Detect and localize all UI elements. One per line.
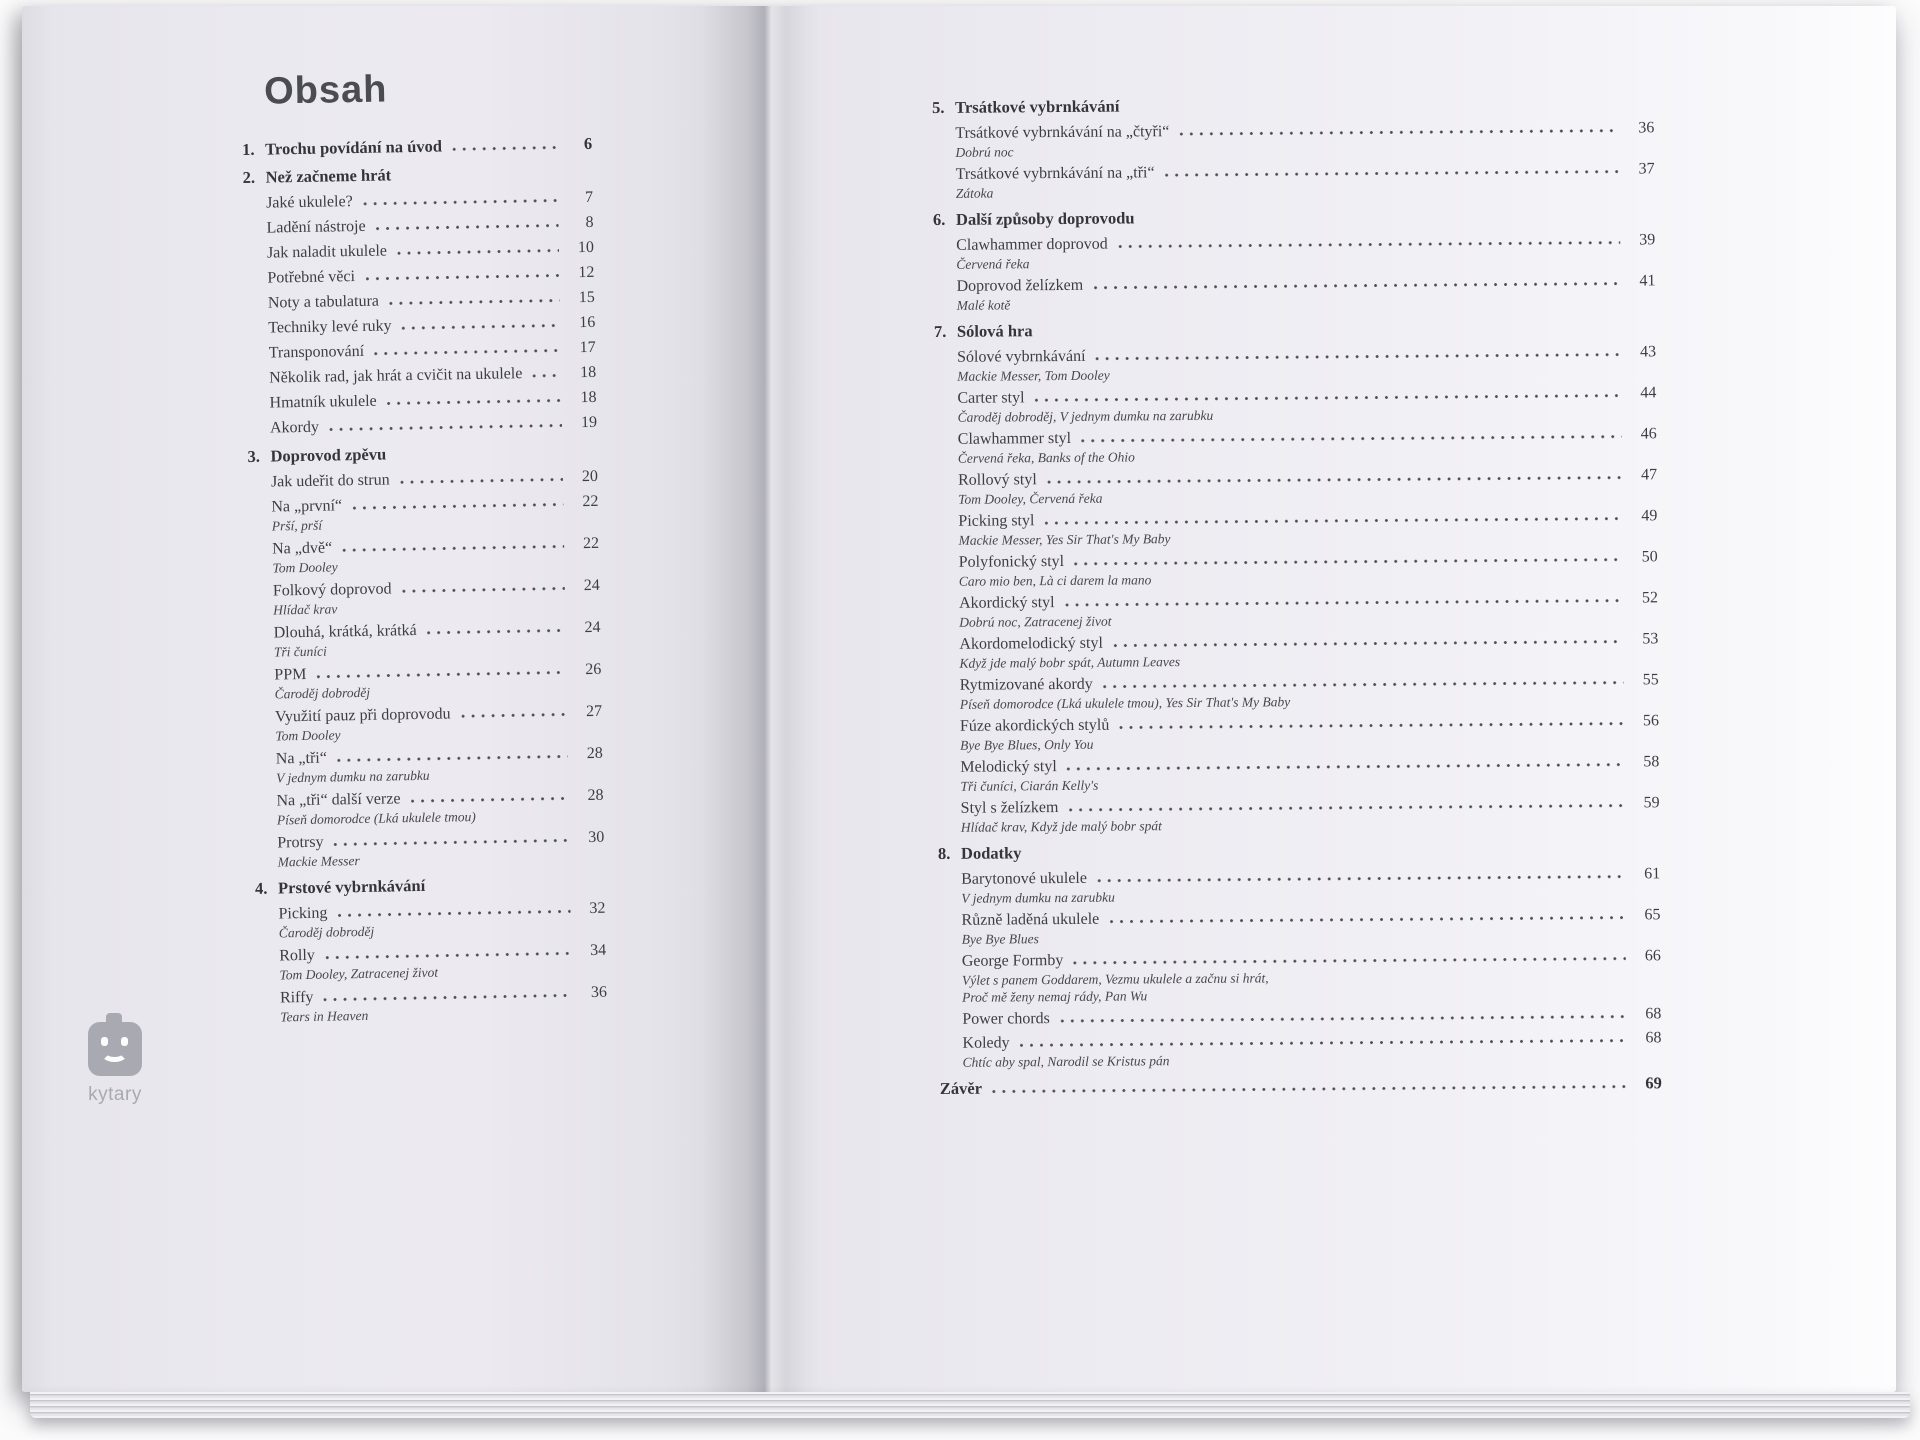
toc-entry-subtitle: Zátoka [955,185,994,201]
section-heading: Doprovod zpěvu [270,444,387,466]
section-heading-row [932,92,1654,118]
toc-leader-dots [992,1085,1627,1094]
toc-entry-subtitle: Bye Bye Blues [961,931,1039,947]
toc-leader-dots [427,628,566,634]
toc-entry [962,1004,1661,1029]
toc-page-number: 6 [583,133,593,154]
toc-entry [959,547,1658,589]
toc-entry-label: George Formby [961,951,1064,970]
toc-leader-dots [387,398,562,405]
toc-page-number: 66 [1644,947,1661,965]
toc-entry-label: Fúze akordických stylů [959,716,1110,735]
toc-entry-label: Rolly [279,946,315,965]
toc-entry-subtitle: Červená řeka [956,256,1030,272]
toc-page-number: 41 [1639,272,1656,290]
toc-entry-subtitle: Píseň domorodce (Lká ukulele tmou), Yes Sir That's My Baby [959,694,1291,712]
toc-section [932,92,1655,202]
toc-entry-label: Jaké ukulele? [265,193,353,212]
section-heading-row [933,204,1655,230]
toc-entry-row [266,213,593,239]
toc-entry [960,711,1659,753]
toc-entry-label: Ladění nástroje [266,217,366,237]
toc-entry-subtitle: Když jde malý bobr spát, Autumn Leaves [959,654,1181,671]
toc-entry-label: Trsátkové vybrnkávání na „tři“ [955,164,1155,183]
toc-page-number: 7 [584,188,594,207]
toc-section [255,873,608,1026]
toc-title: Obsah [263,68,388,113]
toc-leader-dots [323,993,572,1001]
toc-entry-row [268,288,595,314]
toc-entry-label: Akordy [269,418,320,437]
page-stack-edge [30,1392,1910,1418]
toc-page-number: 17 [579,338,596,357]
toc-entry-label: Techniky levé ruky [268,317,392,337]
section-heading: Dodatky [960,843,1022,863]
toc-leader-dots [402,323,561,330]
toc-entry-label: Hmatník ukulele [269,392,377,412]
section-number: 6. [932,209,946,229]
section-heading: Závěr [939,1078,983,1098]
toc-leader-dots [1047,476,1622,485]
toc-entry-label: Protrsy [277,833,324,852]
toc-leader-dots [1118,241,1620,249]
toc-entry-label: Clawhammer doprovod [956,235,1108,254]
toc-page-number: 18 [579,363,597,382]
toc-leader-dots [402,586,565,593]
toc-leader-dots [1044,517,1622,526]
toc-page-number: 52 [1641,589,1659,607]
toc-page-number: 58 [1643,753,1660,771]
toc-entry [961,905,1660,947]
toc-leader-dots [376,223,559,230]
toc-entry [271,492,599,535]
section-heading: Trochu povídání na úvod [265,136,443,159]
toc-page-number: 37 [1638,160,1655,178]
toc-leader-dots [365,273,560,280]
section-heading-row [243,162,593,188]
toc-leader-dots [1103,681,1624,689]
toc-leader-dots [316,670,566,678]
toc-entry [269,388,596,414]
toc-leader-dots [352,502,563,510]
toc-entry [266,213,593,239]
toc-page-number: 28 [587,786,604,805]
toc-entry [959,588,1658,630]
toc-entry [269,363,596,389]
toc-leader-dots [1097,875,1625,883]
toc-page-number: 69 [1645,1073,1662,1093]
toc-page-number: 65 [1644,906,1661,924]
toc-page-number: 10 [577,238,595,257]
toc-leader-dots [334,838,570,846]
section-heading-row [247,441,597,467]
section-heading-row [938,838,1660,864]
toc-entry-row [269,363,596,389]
toc-entry-label: Folkový doprovod [272,580,392,600]
toc-entry [961,864,1660,906]
toc-entry [267,238,594,264]
toc-entry-subtitle: Mackie Messer, Yes Sir That's My Baby [958,531,1171,548]
toc-leader-dots [1081,435,1622,443]
toc-leader-dots [532,373,561,378]
toc-leader-dots [1060,1015,1626,1023]
toc-entry-row [267,238,594,264]
toc-leader-dots [1179,129,1619,136]
toc-entry-label: Sólové vybrnkávání [957,347,1086,366]
toc-section [940,1073,1662,1099]
section-heading-row [255,873,605,899]
toc-leader-dots [1096,353,1622,361]
toc-entry [279,941,607,984]
toc-entry-label: Riffy [279,988,314,1007]
kytary-watermark [80,1022,150,1106]
toc-entry [961,793,1660,835]
toc-leader-dots [1020,1039,1627,1048]
toc-entry [956,271,1655,313]
toc-entry-label: Koledy [962,1034,1010,1052]
toc-page-number: 43 [1640,343,1657,361]
toc-entry [270,413,597,439]
toc-entry-label: Polyfonický styl [958,552,1065,571]
toc-entry-label: Doprovod želízkem [956,276,1084,295]
toc-page-number: 53 [1642,630,1659,648]
section-heading-row [242,134,592,160]
toc-entry-subtitle: Hlídač krav [273,601,338,618]
book-photo [22,6,1896,1392]
toc-page-number: 16 [579,313,596,332]
section-number: 8. [937,843,951,863]
toc-entry-label: Akordomelodický styl [959,634,1103,653]
toc-entry-row [266,188,593,214]
toc-page-number: 46 [1640,425,1657,443]
toc-entry [957,342,1656,384]
toc-page-number: 55 [1642,671,1659,689]
toc-entry-label: Potřebné věci [267,268,356,287]
toc-entry-subtitle: Píseň domorodce (Lká ukulele tmou) [276,809,476,828]
toc-entry-subtitle: Proč mě ženy nemaj rády, Pan Wu [962,988,1148,1005]
toc-leader-dots [363,198,558,205]
toc-leader-dots [325,951,571,959]
section-number: 2. [242,167,256,187]
toc-page-number: 61 [1644,865,1661,883]
toc-leader-dots [337,754,568,762]
section-heading: Další způsoby doprovodu [955,208,1135,229]
toc-entry [960,670,1659,712]
toc-entry-subtitle: Červená řeka, Banks of the Ohio [957,449,1135,466]
toc-entry-subtitle: Tom Dooley [272,559,338,576]
toc-entry-label: Jak naladit ukulele [266,242,388,262]
toc-entry-subtitle: Čaroděj dobroděj [278,923,375,941]
toc-entry [958,506,1657,548]
toc-entry-subtitle: Tom Dooley, Zatracenej život [279,964,439,983]
toc-entry-label: Dlouhá, krátká, krátká [273,622,417,642]
toc-entry [273,576,601,619]
toc-entry-row [269,338,596,364]
toc-section [243,162,598,439]
section-heading: Sólová hra [956,321,1033,341]
toc-entry-row [962,1004,1661,1029]
toc-leader-dots [1113,640,1623,648]
toc-entry-label: Na „tři“ [275,749,328,768]
toc-entry-row [269,388,596,414]
toc-entry-subtitle: Výlet s panem Goddarem, Vezmu ukulele a začnu si hrát, [961,970,1269,988]
toc-page-number: 49 [1641,507,1658,525]
section-heading-row [940,1073,1662,1099]
toc-entry [957,383,1656,425]
toc-entry-label: Transponování [268,342,365,362]
toc-leader-dots [374,348,561,355]
toc-page-number: 47 [1640,466,1658,484]
toc-entry-label: Využití pauz při doprovodu [274,705,451,726]
section-number: 1. [242,139,255,159]
toc-entry-subtitle: Mackie Messer, Tom Dooley [957,367,1110,384]
toc-entry-subtitle: Čaroděj dobroděj, V jednym dumku na zarubku [957,407,1214,425]
toc-entry-subtitle: Tři čuníci [273,643,327,660]
toc-entry-subtitle: Tom Dooley [275,727,341,744]
toc-entry-label: Na „první“ [271,497,343,516]
toc-entry [268,288,595,314]
toc-entry-label: Picking [278,904,328,923]
toc-entry-subtitle: Čaroděj dobroděj [274,684,371,702]
toc-entry [278,899,606,942]
toc-page-number: 24 [584,618,601,637]
toc-leader-dots [1165,170,1620,178]
toc-leader-dots [389,298,560,305]
toc-entry-label: Barytonové ukulele [961,869,1088,888]
toc-page-number: 36 [1638,119,1655,137]
toc-entry-subtitle: Mackie Messer [277,853,360,870]
toc-entry-subtitle: Tom Dooley, Červená řeka [958,490,1103,507]
toc-page-number: 56 [1642,712,1660,730]
toc-entry-label: Noty a tabulatura [267,292,380,312]
toc-entry-label: Několik rad, jak hrát a cvičit na ukulele [269,365,523,387]
toc-entry-label: Na „tři“ další verze [276,790,401,810]
toc-entry-label: Picking styl [958,512,1035,530]
toc-leader-dots [400,477,563,484]
toc-section [242,134,592,160]
toc-section [247,441,604,871]
toc-entry-label: Clawhammer styl [957,429,1072,448]
toc-page-number: 24 [583,576,600,595]
toc-entry [276,744,604,787]
toc-leader-dots [337,909,570,917]
toc-entry-subtitle: Hlídač krav, Když jde malý bobr spát [960,818,1162,835]
toc-entry-label: PPM [274,665,307,684]
toc-section [938,838,1662,1071]
toc-entry-subtitle: Tears in Heaven [280,1007,369,1025]
toc-leader-dots [461,712,568,718]
toc-entry-label: Rytmizované akordy [959,675,1093,694]
toc-page-number: 8 [585,213,594,232]
toc-entry-subtitle: Bye Bye Blues, Only You [960,736,1094,753]
toc-leader-dots [1109,916,1625,924]
toc-page-number: 28 [586,744,603,763]
toc-page-number: 44 [1640,384,1657,402]
toc-entry-subtitle: Tři čuníci, Ciarán Kelly's [960,777,1099,794]
toc-leader-dots [1093,282,1620,290]
toc-page-number: 20 [581,467,599,486]
toc-entry-label: Styl s želízkem [960,799,1059,817]
toc-page-number: 68 [1645,1029,1662,1047]
toc-leader-dots [1119,722,1624,730]
toc-entry [271,467,598,493]
toc-entry-subtitle: Prší, prší [271,517,323,534]
toc-entry [268,313,595,339]
toc-entry-label: Carter styl [957,389,1025,407]
toc-page-number: 39 [1639,231,1656,249]
toc-entry [958,424,1657,466]
toc-page-number: 18 [580,388,597,407]
toc-entry-label: Rollový styl [957,471,1037,489]
toc-page-number: 50 [1641,548,1658,566]
kytary-brand-text: kytary [88,1084,142,1105]
toc-page-number: 22 [582,492,599,511]
toc-entry [275,702,603,745]
toc-page-number: 32 [589,899,606,918]
toc-entry-subtitle: V jednym dumku na zarubku [961,889,1115,906]
toc-page-number: 30 [588,828,605,847]
toc-entry [955,118,1654,160]
toc-left-column [241,68,608,1031]
toc-entry [959,629,1658,671]
toc-entry-label: Trsátkové vybrnkávání na „čtyři“ [955,123,1170,142]
toc-entry-label: Různě laděná ukulele [961,910,1100,929]
page-gutter [702,6,822,1392]
toc-entry-label: Na „dvě“ [272,539,333,558]
toc-entry-subtitle: Caro mio ben, Là ci darem la mano [958,572,1152,589]
toc-entry-label: Jak udeřit do strun [270,471,390,491]
toc-page-number: 26 [585,660,602,679]
toc-entry [272,534,600,577]
section-number: 7. [933,321,947,341]
toc-page-number: 34 [590,941,607,960]
toc-entry-subtitle: Dobrú noc, Zatracenej život [959,613,1112,630]
toc-entry [280,983,608,1026]
toc-leader-dots [342,544,564,552]
toc-entry [276,786,604,829]
toc-leader-dots [1068,804,1624,812]
toc-leader-dots [329,423,562,431]
toc-entry-subtitle: Malé kotě [956,297,1011,313]
toc-entry [269,338,596,364]
toc-entry-subtitle: Chtíc aby spal, Narodil se Kristus pán [962,1053,1170,1070]
toc-entry [274,660,602,703]
toc-entry [956,159,1655,201]
toc-entry-label: Melodický styl [960,758,1057,776]
toc-leader-dots [1067,763,1625,771]
toc-leader-dots [452,145,557,151]
toc-page-number: 22 [582,534,600,553]
toc-leader-dots [1073,957,1626,965]
section-heading: Než začneme hrát [265,165,392,187]
toc-entry-label: Power chords [962,1010,1050,1028]
toc-right-column [932,84,1662,1105]
toc-leader-dots [1065,599,1623,607]
section-number: 4. [254,878,268,898]
toc-entry [956,230,1655,272]
toc-page-number: 59 [1643,794,1660,812]
section-heading-row [934,316,1656,342]
toc-entry [958,465,1657,507]
toc-entry [273,618,601,661]
kytary-logo-icon [88,1022,142,1076]
section-number: 3. [247,446,261,466]
toc-page-number: 12 [578,263,595,282]
toc-leader-dots [1035,394,1622,403]
toc-entry [960,752,1659,794]
toc-entry-row [270,413,597,439]
toc-entry-label: Akordický styl [958,594,1055,612]
toc-section [934,316,1660,836]
toc-leader-dots [1074,558,1623,566]
toc-entry-subtitle: V jednym dumku na zarubku [276,767,430,786]
toc-page-number: 68 [1645,1005,1662,1023]
toc-entry [962,1028,1661,1070]
toc-entry [962,946,1661,1005]
toc-entry-subtitle: Dobrú noc [955,144,1014,160]
section-heading: Trsátkové vybrnkávání [955,96,1120,117]
toc-leader-dots [397,248,559,255]
toc-page-number: 27 [585,702,603,721]
logo-smile-icon [101,1044,128,1062]
toc-entry-row [271,467,598,493]
toc-entry [277,828,605,871]
toc-entry [266,188,593,214]
toc-entry-row [267,263,594,289]
toc-section [933,204,1656,314]
toc-page-number: 19 [580,413,598,432]
toc-leader-dots [410,796,568,803]
toc-page-number: 15 [578,288,595,307]
section-number: 5. [932,97,945,117]
section-heading: Prstové vybrnkávání [277,875,426,898]
toc-entry [267,263,594,289]
toc-entry-row [268,313,595,339]
toc-page-number: 36 [590,983,608,1002]
